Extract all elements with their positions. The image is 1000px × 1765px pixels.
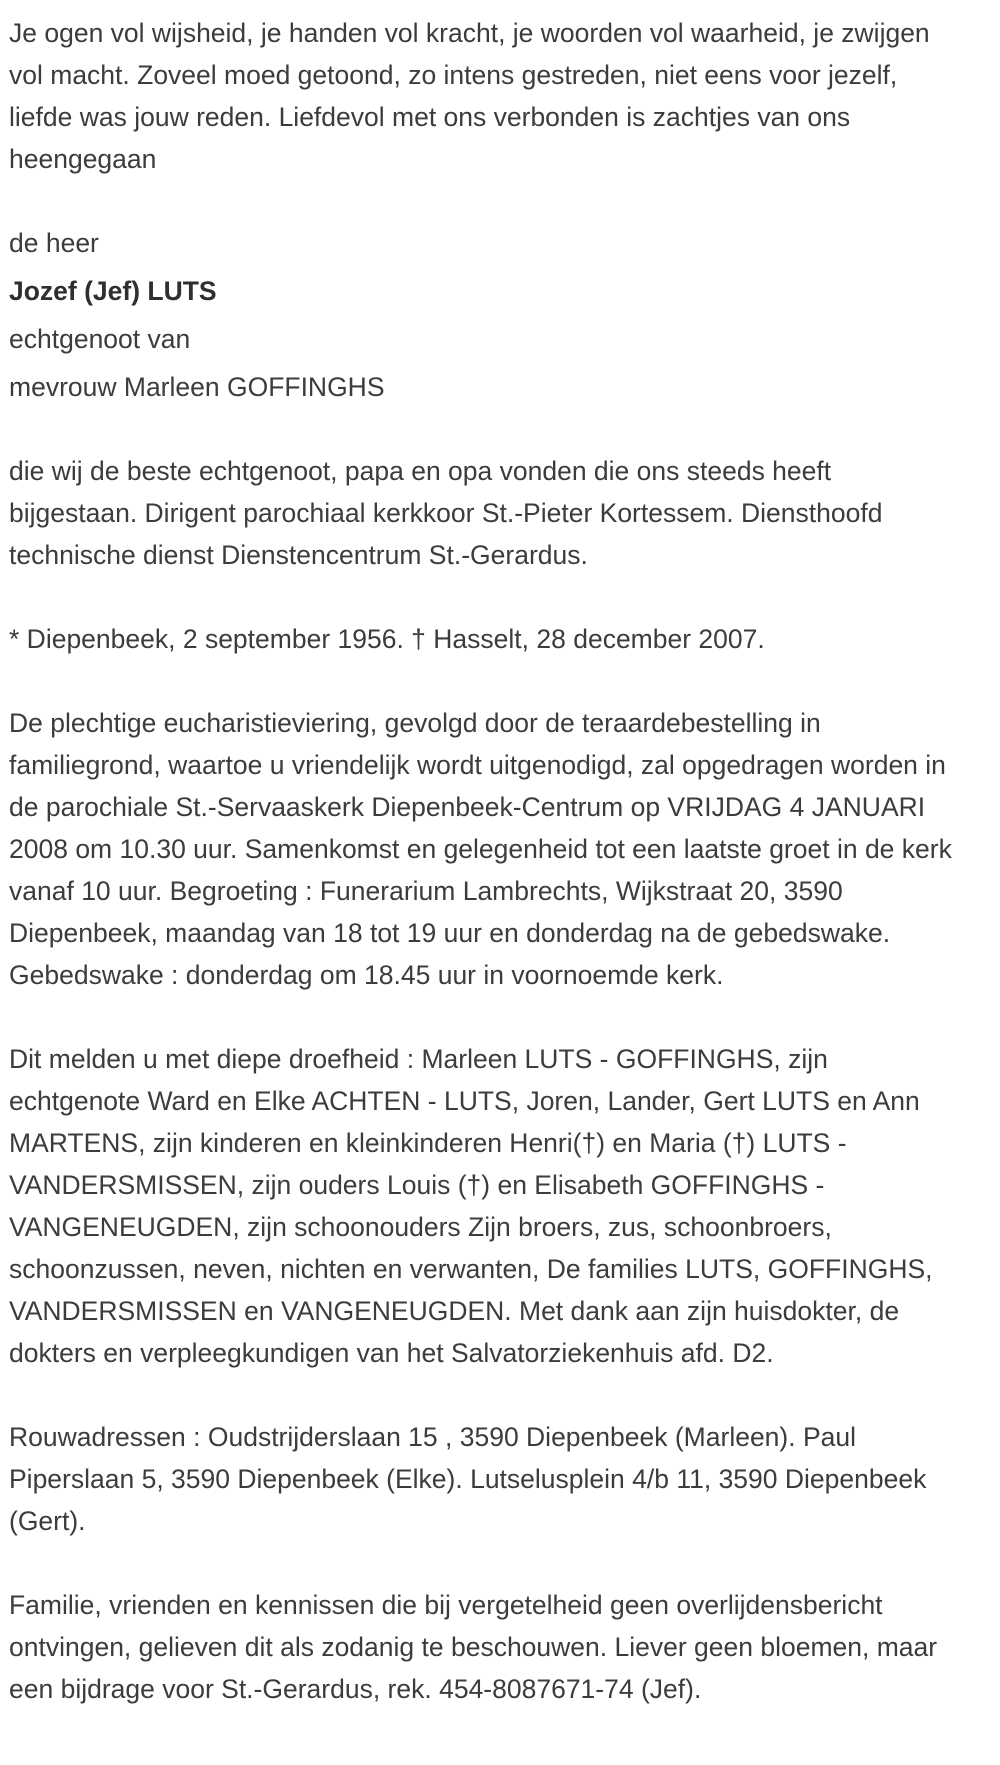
life-dates: * Diepenbeek, 2 september 1956. † Hasselt, 28 december 2007. [9,624,765,654]
deceased-name: Jozef (Jef) LUTS [9,276,217,306]
family-announcement-paragraph: Dit melden u met diepe droefheid : Marleen LUTS - GOFFINGHS, zijn echtgenote Ward en Elke ACHTEN - LUTS, Joren, Lander, Gert LUTS en Ann MARTENS, zijn kinderen en kleinkinderen Henri(†) en Maria (†) LUTS - VANDERSMISSEN, zijn ouders Louis (†) en Elisabeth GOFFINGHS - VANGENEUGDEN, zijn schoonouders Zijn broers, zus, schoonbroers, schoonzussen, neven, nichten en verwanten, De families LUTS, GOFFINGHS, VANDERSMISSEN en VANGENEUGDEN. Met dank aan zijn huisdokter, de dokters en verpleegkundigen van het Salvatorziekenhuis afd. D2. [9,1044,933,1368]
closing-notice-paragraph: Familie, vrienden en kennissen die bij vergetelheid geen overlijdensbericht ontvingen, gelieven dit als zodanig te beschouwen. Liever geen bloemen, maar een bijdrage voor St.-Gerardus, rek. 454-8087671-74 (Jef). [9,1590,938,1704]
salutation: de heer [9,228,99,258]
spouse-name: mevrouw Marleen GOFFINGHS [9,372,385,402]
mourning-addresses-paragraph: Rouwadressen : Oudstrijderslaan 15 , 3590 Diepenbeek (Marleen). Paul Piperslaan 5, 3590 Diepenbeek (Elke). Lutselusplein 4/b 11, 3590 Diepenbeek (Gert). [9,1422,927,1536]
service-details-paragraph: De plechtige eucharistieviering, gevolgd door de teraardebestelling in familiegrond, waartoe u vriendelijk wordt uitgenodigd, zal opgedragen worden in de parochiale St.-Servaaskerk Diepenbeek-Centrum op VRIJDAG 4 JANUARI 2008 om 10.30 uur. Samenkomst en gelegenheid tot een laatste groet in de kerk vanaf 10 uur. Begroeting : Funerarium Lambrechts, Wijkstraat 20, 3590 Diepenbeek, maandag van 18 tot 19 uur en donderdag na de gebedswake. Gebedswake : donderdag om 18.45 uur in voornoemde kerk. [9,708,952,990]
relation-label: echtgenoot van [9,324,191,354]
eulogy-paragraph: die wij de beste echtgenoot, papa en opa vonden die ons steeds heeft bijgestaan. Dirigent parochiaal kerkkoor St.-Pieter Kortessem. Diensthoofd technische dienst Dienstencentrum St.-Gerardus. [9,456,883,570]
opening-verse: Je ogen vol wijsheid, je handen vol kracht, je woorden vol waarheid, je zwijgen vol macht. Zoveel moed getoond, zo intens gestreden, niet eens voor jezelf, liefde was jouw reden. Liefdevol met ons verbonden is zachtjes van ons heengegaan [9,18,930,174]
